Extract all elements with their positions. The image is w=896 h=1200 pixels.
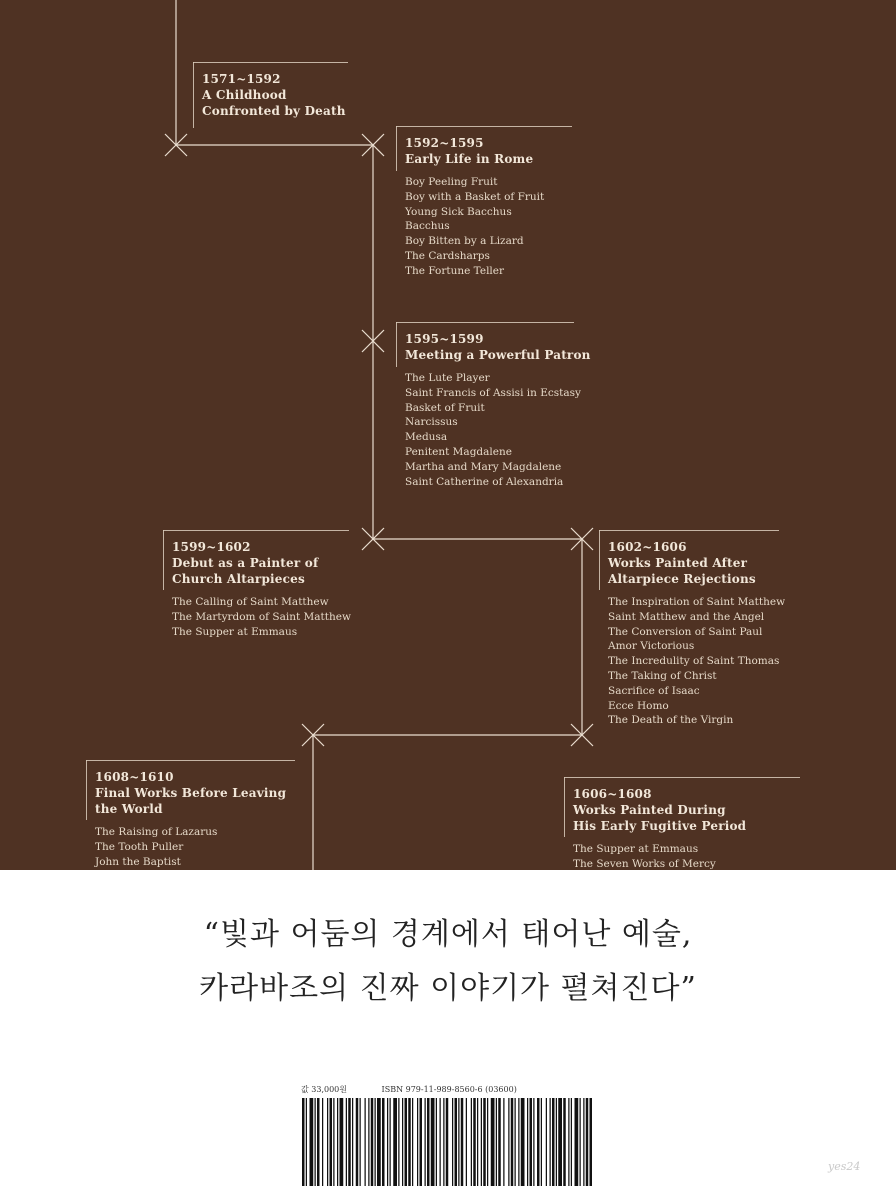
barcode-bar	[348, 1098, 351, 1186]
barcode-bar	[461, 1098, 464, 1186]
barcode-bar	[503, 1098, 504, 1186]
barcode-bar	[408, 1098, 411, 1186]
barcode-bar	[583, 1098, 584, 1186]
work-item: The Incredulity of Saint Thomas	[608, 655, 780, 668]
barcode-bar	[552, 1098, 555, 1186]
block-heading	[564, 777, 746, 834]
barcode-bar	[425, 1098, 426, 1186]
timeline-block-1571-1592	[193, 62, 346, 119]
work-item: The Taking of Christ	[608, 669, 717, 682]
barcode-bar	[310, 1098, 314, 1186]
barcode-bar	[306, 1098, 307, 1186]
barcode-bar	[563, 1098, 566, 1186]
barcode-bar	[390, 1098, 391, 1186]
barcode-bar	[330, 1098, 333, 1186]
timeline-block-1599-1602	[163, 530, 351, 639]
barcode-bar	[360, 1098, 361, 1186]
work-item: Amor Victorious	[608, 640, 695, 653]
barcode-bar	[402, 1098, 403, 1186]
barcode-bar	[436, 1098, 437, 1186]
work-item: Basket of Fruit	[405, 401, 485, 414]
barcode-bar	[481, 1098, 482, 1186]
block-heading	[396, 322, 591, 363]
barcode-bar	[327, 1098, 328, 1186]
barcode-bar	[368, 1098, 369, 1186]
barcode-bar	[315, 1098, 316, 1186]
barcode-bar	[473, 1098, 476, 1186]
barcode-bar	[420, 1098, 423, 1186]
barcode-bar	[533, 1098, 534, 1186]
works-list	[172, 595, 351, 639]
barcode-bar	[302, 1098, 305, 1186]
barcode-bar	[558, 1098, 562, 1186]
block-title-line: His Early Fugitive Period	[573, 819, 747, 833]
work-item: The Raising of Lazarus	[95, 826, 218, 838]
work-item: Saint Francis of Assisi in Ecstasy	[405, 386, 581, 399]
barcode-bar	[427, 1098, 430, 1186]
barcode-bar	[527, 1098, 528, 1186]
barcode-bar	[431, 1098, 435, 1186]
barcode-bar	[337, 1098, 338, 1186]
barcode-bar	[496, 1098, 497, 1186]
works-list	[405, 371, 591, 489]
block-heading	[396, 126, 544, 167]
barcode-bar	[580, 1098, 581, 1186]
work-item: Medusa	[405, 431, 448, 444]
quote-line: 카라바조의 진짜 이야기가 펼쳐진다”	[199, 971, 697, 1006]
barcode-bar	[340, 1098, 344, 1186]
barcode-bar	[546, 1098, 547, 1186]
block-title-line: A Childhood	[202, 88, 287, 102]
barcode-bar	[487, 1098, 488, 1186]
work-item: Boy with a Basket of Fruit	[405, 190, 545, 203]
price-isbn-row	[301, 1084, 549, 1095]
work-item: Narcissus	[405, 416, 458, 429]
barcode-bar	[393, 1098, 397, 1186]
works-list	[608, 595, 785, 728]
barcode-bar	[498, 1098, 501, 1186]
works-list	[573, 842, 746, 870]
barcode-bar	[568, 1098, 569, 1186]
barcode-bar	[515, 1098, 516, 1186]
barcode-bar	[356, 1098, 359, 1186]
barcode-bar	[317, 1098, 320, 1186]
work-item: The Supper at Emmaus	[172, 625, 298, 638]
work-item: Boy Bitten by a Lizard	[405, 235, 524, 248]
watermark-logo: yes24	[828, 1160, 861, 1173]
work-item: The Lute Player	[405, 372, 490, 384]
barcode-bar	[382, 1098, 385, 1186]
work-item: The Supper at Emmaus	[573, 843, 699, 855]
block-heading	[193, 62, 346, 119]
block-title-line: Meeting a Powerful Patron	[405, 348, 591, 362]
work-item: The Cardsharps	[405, 249, 490, 262]
barcode-bar	[443, 1098, 444, 1186]
barcode-bar	[455, 1098, 458, 1186]
timeline-block-1592-1595	[396, 126, 544, 279]
block-title-line: Church Altarpieces	[172, 572, 305, 586]
block-period: 1571~1592	[202, 72, 281, 86]
barcode-bar	[333, 1098, 334, 1186]
barcode-bar	[491, 1098, 495, 1186]
timeline-block-1608-1610	[86, 760, 286, 869]
work-item: The Tooth Puller	[95, 840, 184, 853]
work-item: The Calling of Saint Matthew	[172, 596, 329, 608]
block-title-line: Altarpiece Rejections	[608, 572, 756, 586]
work-item: The Inspiration of Saint Matthew	[608, 596, 786, 608]
work-item: Young Sick Bacchus	[405, 205, 512, 218]
barcode-bar	[398, 1098, 399, 1186]
barcode-bar	[586, 1098, 589, 1186]
block-heading	[163, 530, 351, 587]
work-item: Saint Catherine of Alexandria	[405, 475, 564, 488]
block-title-line: Debut as a Painter of	[172, 556, 319, 570]
barcode-bar	[550, 1098, 551, 1186]
block-title-line: Final Works Before Leaving	[95, 786, 287, 800]
barcode-bar	[556, 1098, 557, 1186]
block-period: 1602~1606	[608, 540, 687, 554]
block-heading	[599, 530, 785, 587]
timeline-block-1595-1599	[396, 322, 591, 489]
block-period: 1608~1610	[95, 770, 174, 784]
barcode-bar	[511, 1098, 514, 1186]
barcode-bar	[571, 1098, 572, 1186]
work-item: Saint Matthew and the Angel	[608, 610, 765, 623]
block-heading	[86, 760, 286, 817]
work-item: The Death of the Virgin	[608, 714, 734, 727]
barcode-bar	[508, 1098, 509, 1186]
timeline-block-1602-1606	[599, 530, 785, 728]
back-cover-quote	[0, 908, 896, 1016]
barcode-bar	[322, 1098, 323, 1186]
work-item: The Conversion of Saint Paul	[608, 625, 763, 638]
barcode-bar	[405, 1098, 408, 1186]
block-title-line: Early Life in Rome	[405, 152, 534, 166]
barcode-bar	[458, 1098, 459, 1186]
block-period: 1606~1608	[573, 787, 652, 801]
block-title-line: the World	[95, 802, 163, 816]
barcode-bar	[590, 1098, 593, 1186]
barcode-bar	[387, 1098, 388, 1186]
price-label: 값 33,000원	[301, 1085, 347, 1094]
block-title-line: Works Painted During	[573, 803, 726, 817]
barcode-bar	[371, 1098, 374, 1186]
barcode-bar	[518, 1098, 519, 1186]
work-item: Boy Peeling Fruit	[405, 176, 498, 188]
isbn-barcode	[300, 1098, 596, 1186]
work-item: Ecce Homo	[608, 699, 669, 712]
barcode-bar	[541, 1098, 542, 1186]
barcode-bar	[452, 1098, 453, 1186]
barcode-bar	[352, 1098, 353, 1186]
block-period: 1595~1599	[405, 332, 484, 346]
work-item: Martha and Mary Magdalene	[405, 460, 562, 473]
barcode-bar	[521, 1098, 525, 1186]
works-list	[405, 175, 544, 279]
barcode-bar	[440, 1098, 441, 1186]
barcode-bar	[483, 1098, 486, 1186]
barcode-bar	[477, 1098, 478, 1186]
work-item: John the Baptist	[95, 855, 181, 868]
block-period: 1599~1602	[172, 540, 251, 554]
work-item: Bacchus	[405, 220, 450, 233]
barcode-bar	[377, 1098, 381, 1186]
barcode-bar	[466, 1098, 467, 1186]
work-item: Penitent Magdalene	[405, 445, 512, 458]
work-item: The Seven Works of Mercy	[573, 857, 716, 870]
block-period: 1592~1595	[405, 136, 484, 150]
barcode-bar	[471, 1098, 472, 1186]
block-title-line: Confronted by Death	[202, 104, 346, 118]
barcode-bar	[412, 1098, 413, 1186]
barcode-bar	[575, 1098, 579, 1186]
barcode-bar	[530, 1098, 533, 1186]
quote-line: “빛과 어둠의 경계에서 태어난 예술,	[203, 917, 693, 952]
isbn-label: ISBN 979-11-989-8560-6 (03600)	[381, 1085, 517, 1094]
work-item: The Fortune Teller	[405, 264, 505, 277]
barcode-bar	[446, 1098, 449, 1186]
work-item: The Martyrdom of Saint Matthew	[172, 610, 351, 623]
timeline-block-1606-1608	[564, 777, 746, 870]
barcode-bar	[375, 1098, 376, 1186]
works-list	[95, 825, 286, 869]
barcode-bar	[537, 1098, 540, 1186]
barcode-bar	[346, 1098, 347, 1186]
work-item: Sacrifice of Isaac	[608, 684, 700, 697]
barcode-bar	[417, 1098, 418, 1186]
barcode-bar	[365, 1098, 366, 1186]
block-title-line: Works Painted After	[608, 556, 748, 570]
